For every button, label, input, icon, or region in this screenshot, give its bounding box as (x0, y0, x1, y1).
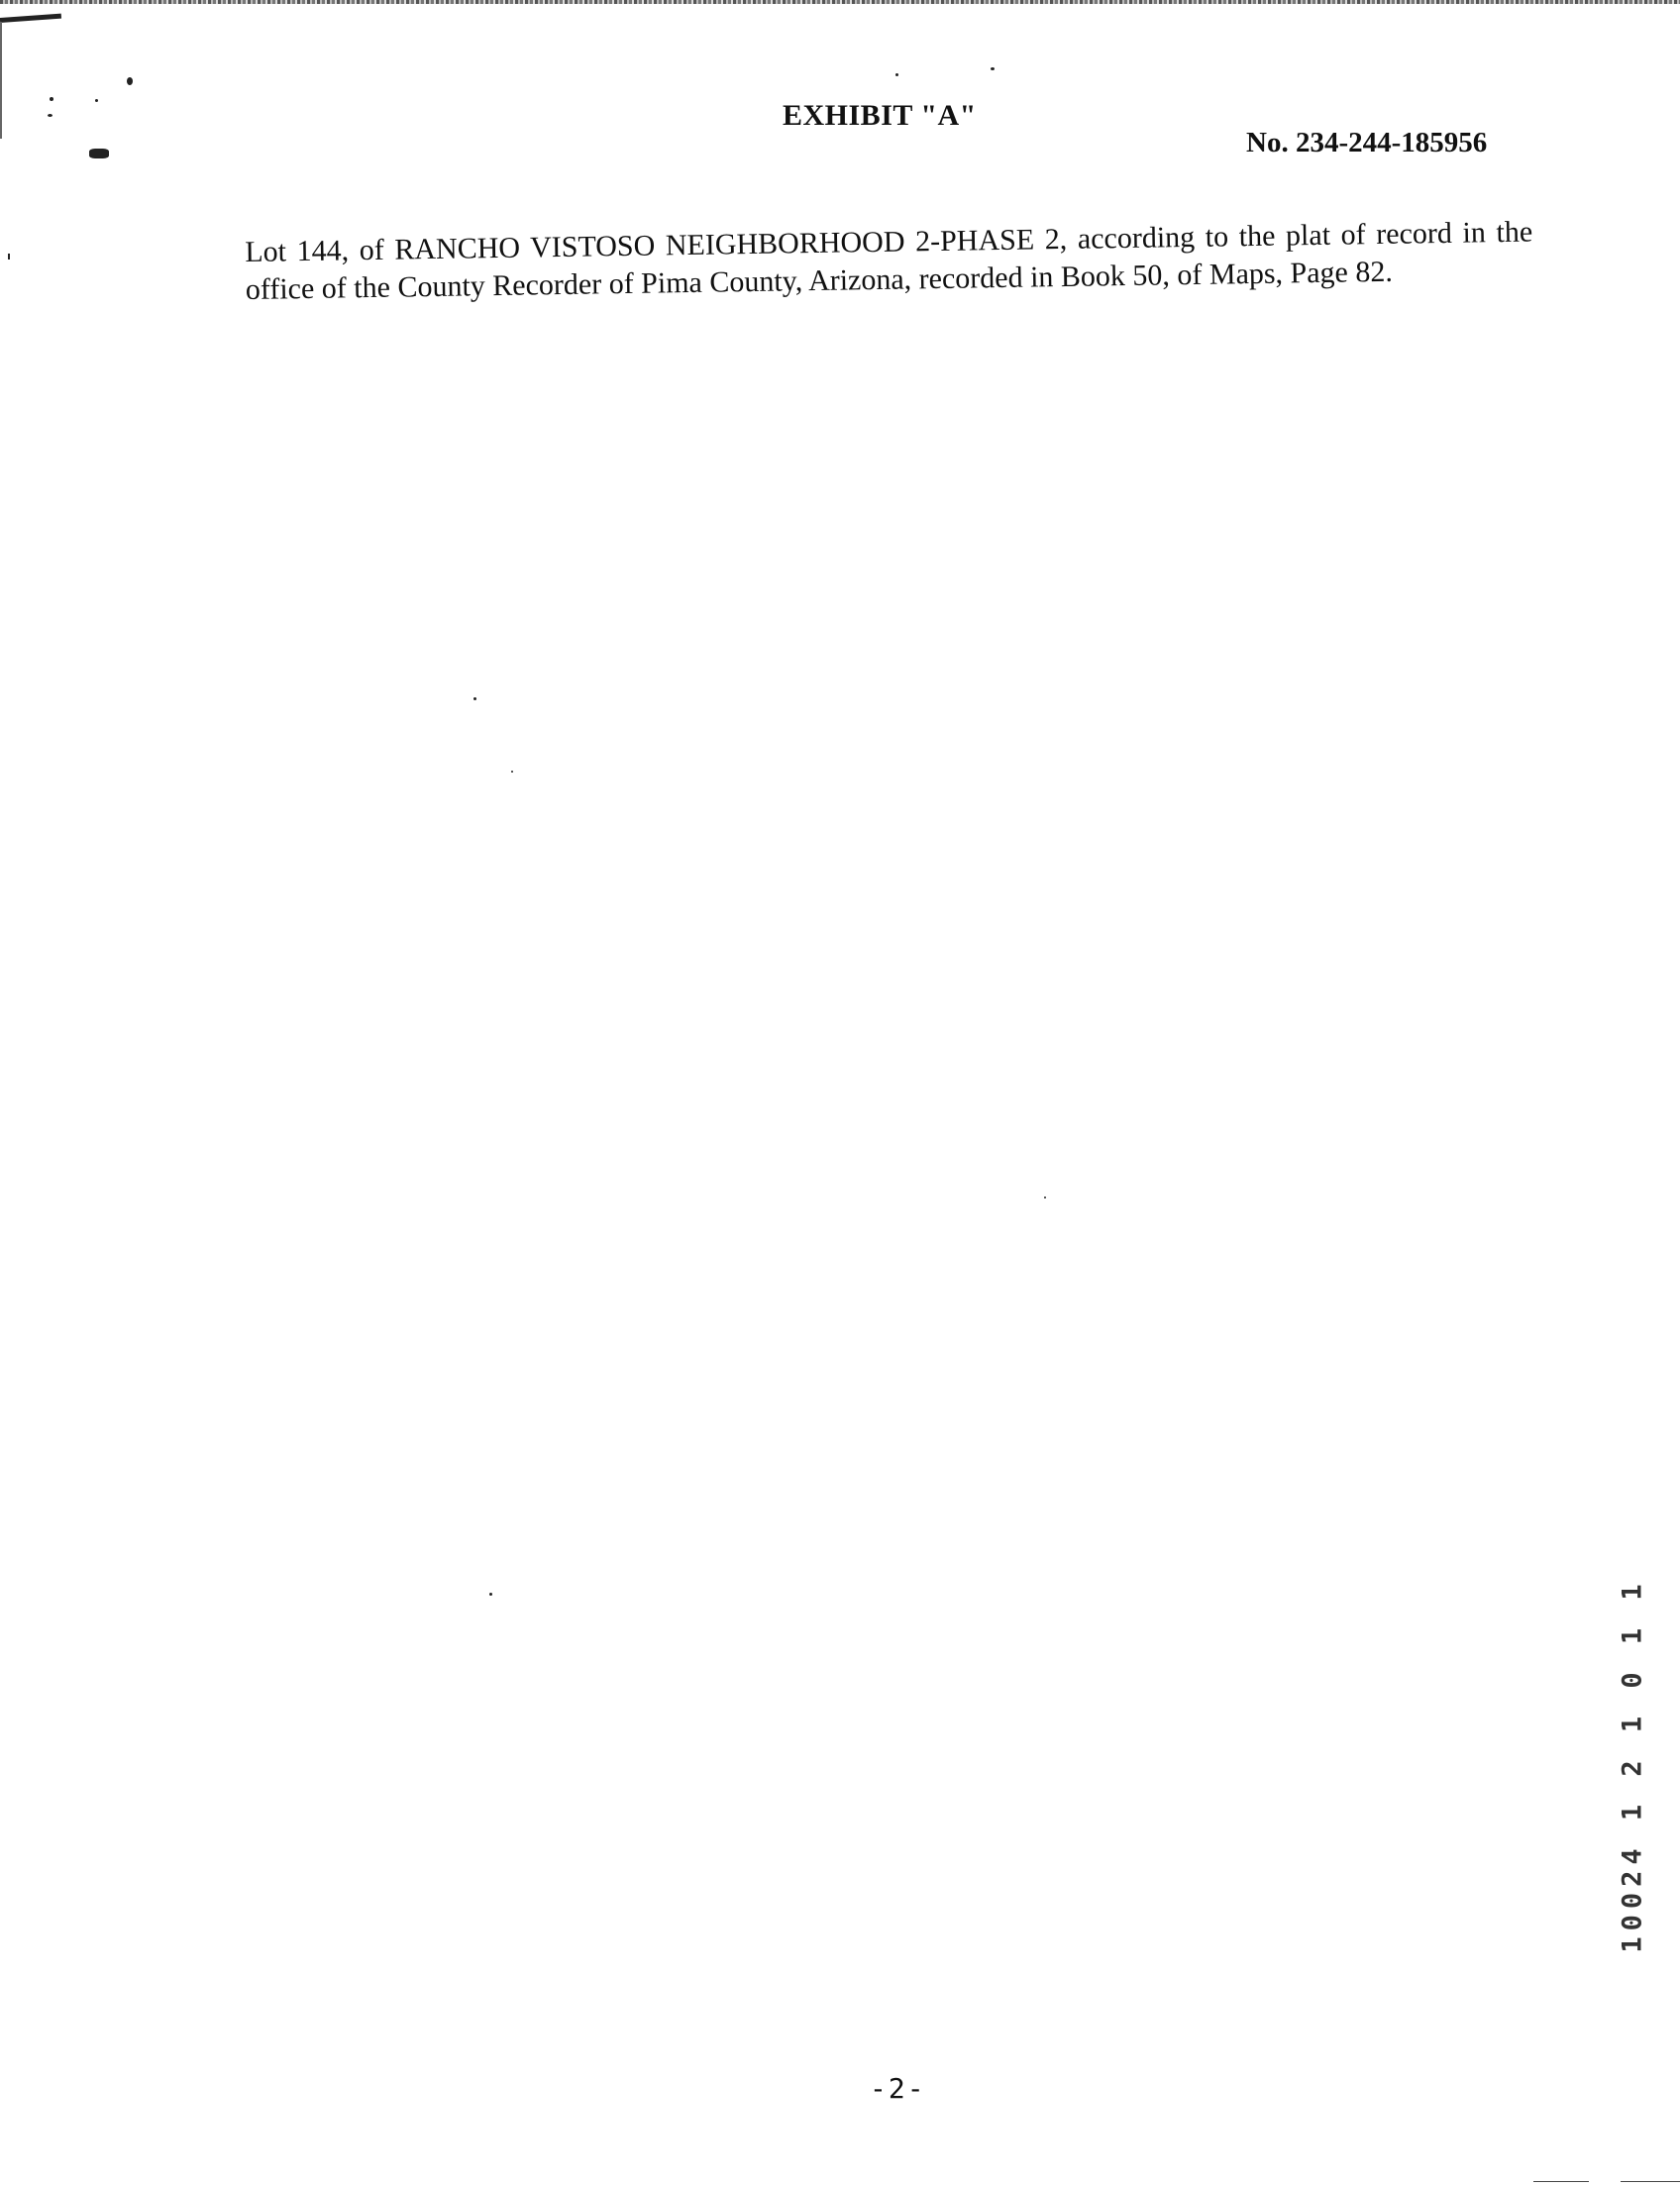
scan-speck (489, 1593, 492, 1596)
scan-edge-top (0, 0, 1680, 4)
recording-stamp (1613, 1570, 1652, 1961)
scan-speck (8, 254, 10, 260)
scan-edge-bottom-line (1621, 2181, 1680, 2182)
legal-description-paragraph: Lot 144, of RANCHO VISTOSO NEIGHBORHOOD 2-PHASE 2, according to the plat of record in the office of the County Recorder of Pima County, Arizona, recorded in Book 50, of Maps, Page 82. (245, 215, 1533, 306)
scan-speck (95, 99, 98, 102)
exhibit-title: EXHIBIT "A" (783, 99, 977, 132)
page-number: -2- (870, 2072, 926, 2105)
scan-speck (511, 771, 513, 773)
document-number: No. 234-244-185956 (1246, 127, 1488, 158)
scan-speck (48, 114, 52, 117)
scan-edge-bottom-line (1533, 2181, 1589, 2182)
recording-stamp-text: 10024 1 2 1 0 1 1 (1617, 1578, 1648, 1953)
scan-speck (89, 149, 109, 158)
scan-speck (1044, 1197, 1046, 1198)
scan-speck (895, 73, 898, 76)
scan-speck (473, 697, 476, 700)
scan-speck (50, 97, 53, 101)
scan-artifact-mark (0, 14, 61, 23)
scan-speck (991, 67, 995, 70)
scan-speck (127, 77, 133, 85)
scan-artifact-bar (0, 22, 2, 139)
